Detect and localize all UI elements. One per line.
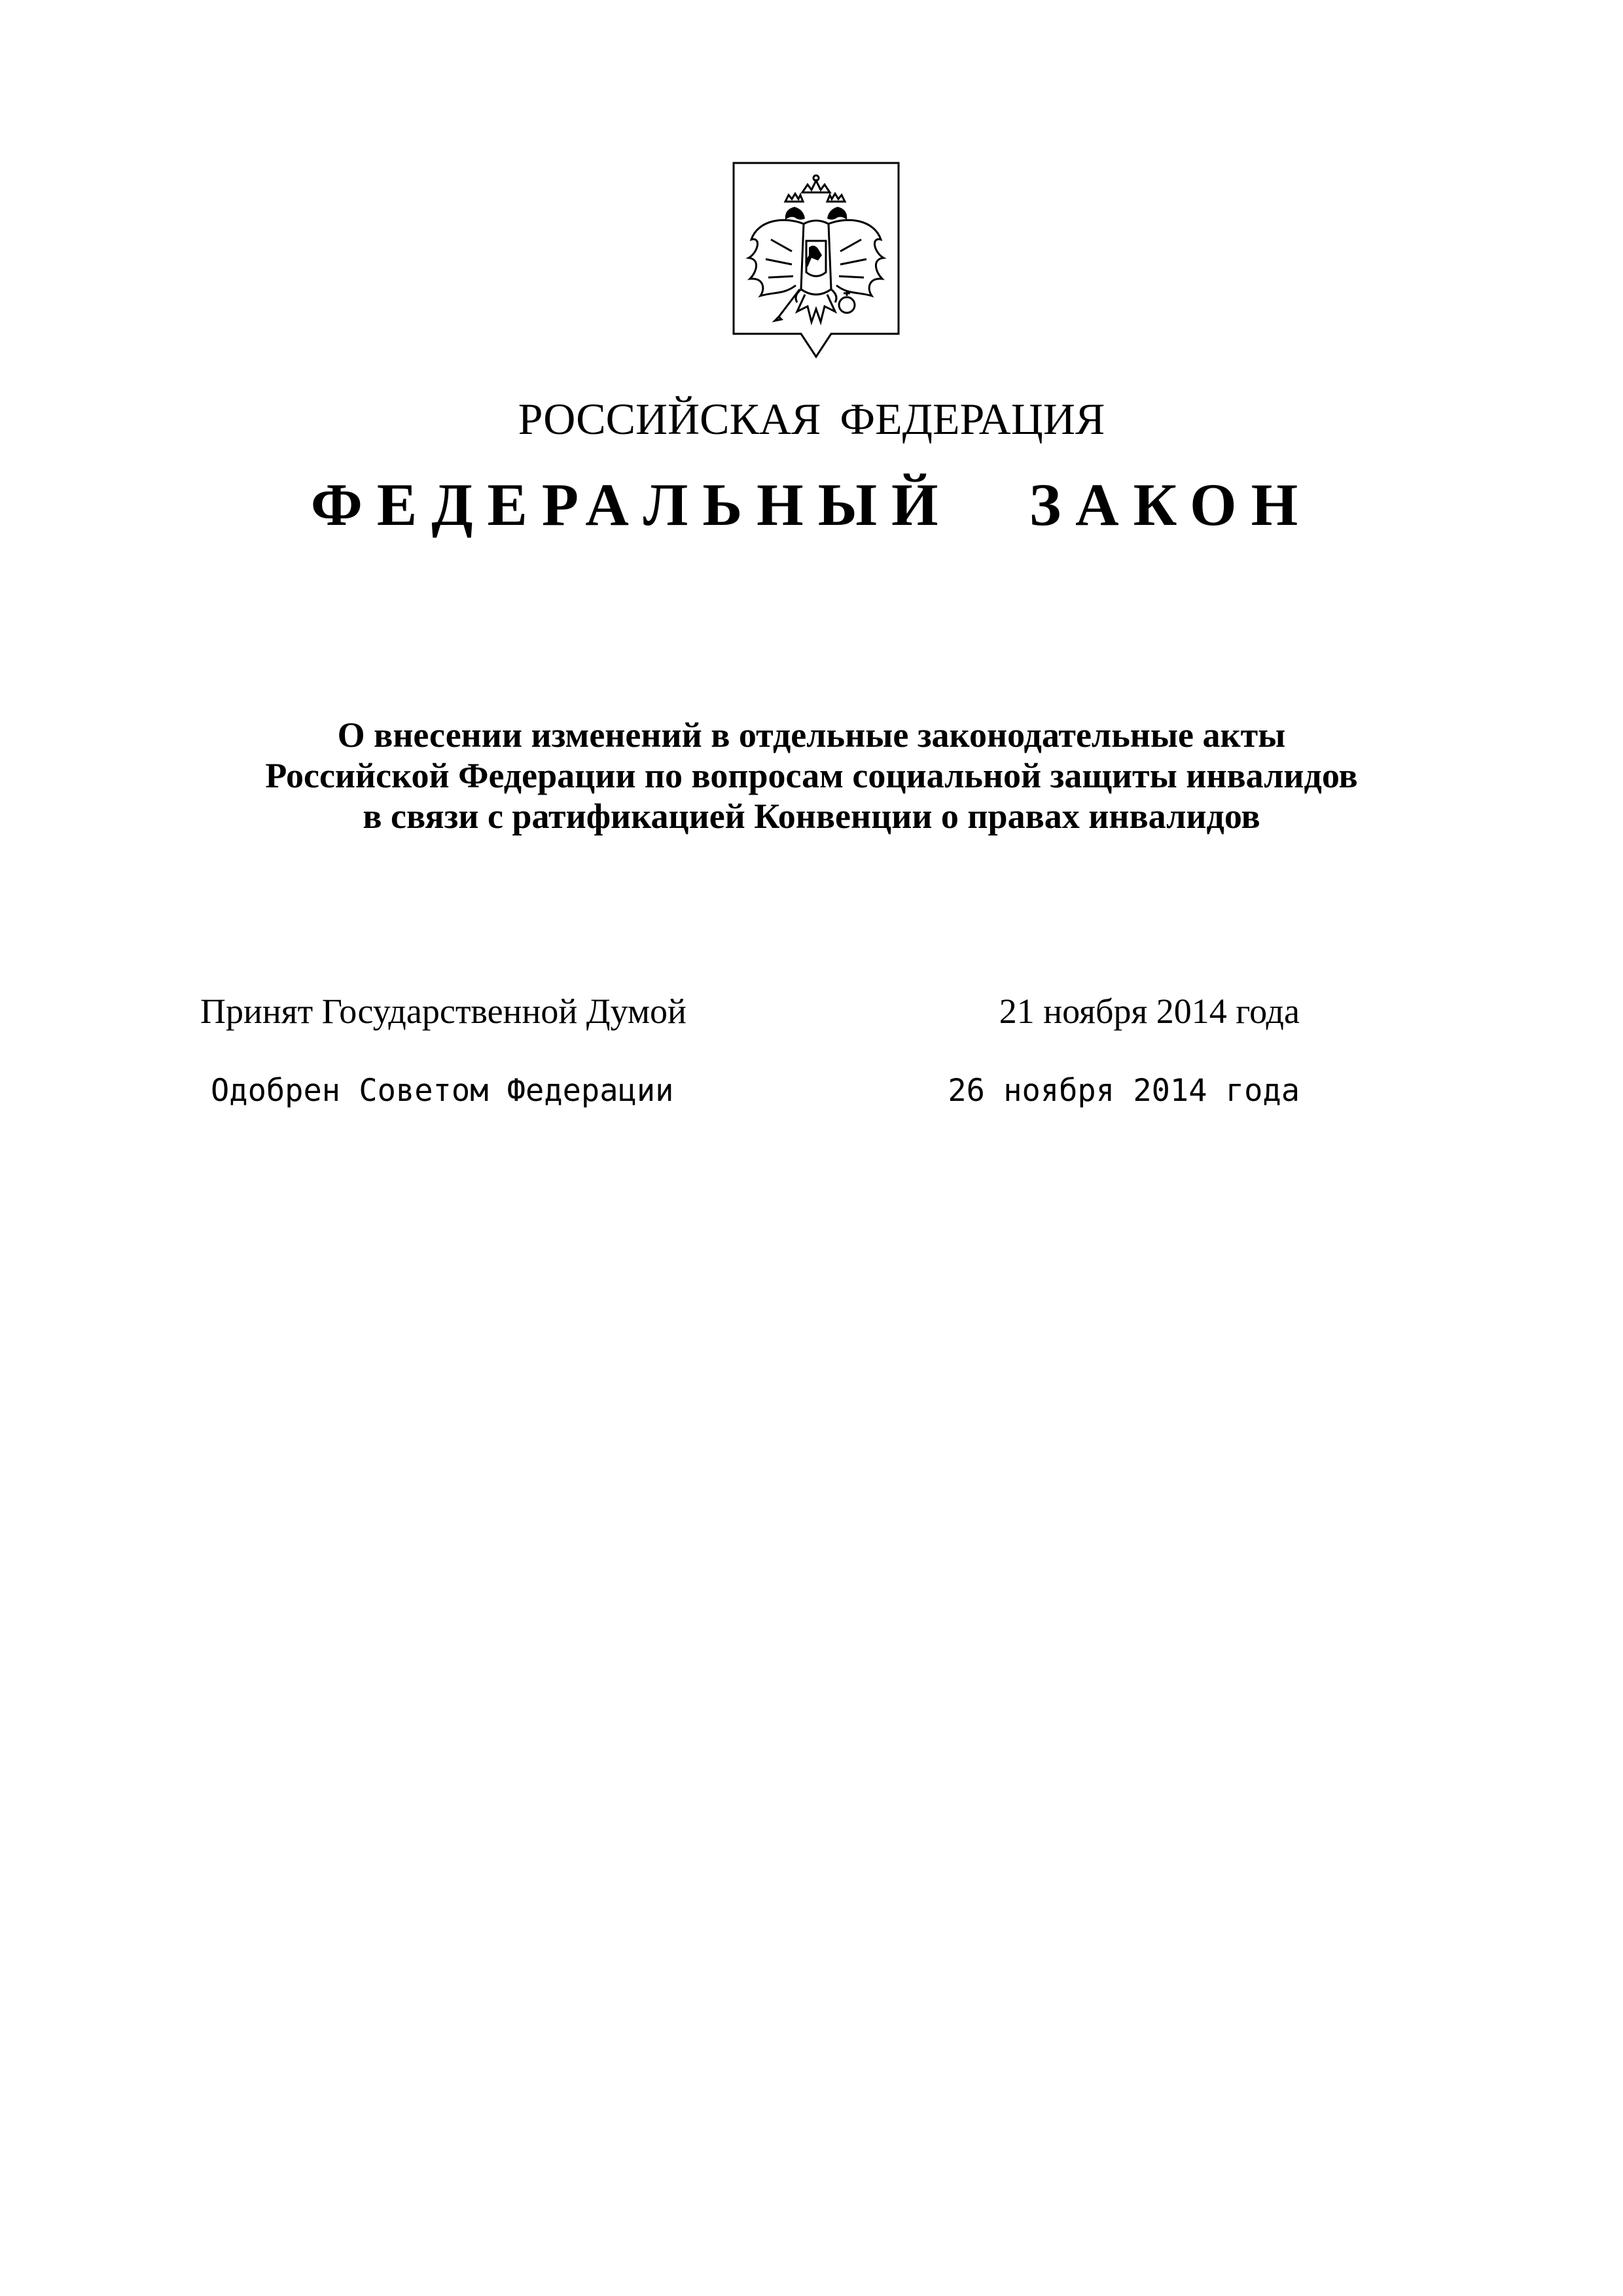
adopted-by-duma-label: Принят Государственной Думой xyxy=(200,992,687,1031)
country-name: РОССИЙСКАЯ ФЕДЕРАЦИЯ xyxy=(518,394,1105,444)
law-title xyxy=(0,715,1623,836)
adopted-by-duma-date: 21 ноября 2014 года xyxy=(999,992,1300,1031)
adopted-by-duma-row xyxy=(0,988,1623,1034)
law-title-line: Российской Федерации по вопросам социальной защиты инвалидов xyxy=(265,756,1358,795)
law-title-line: О внесении изменений в отдельные законодательные акты xyxy=(337,715,1286,755)
law-title-line: в связи с ратификацией Конвенции о правах инвалидов xyxy=(363,797,1260,836)
approved-by-council-date: 26 ноября 2014 года xyxy=(948,1073,1300,1109)
approved-by-council-row xyxy=(0,1068,1623,1114)
russian-coat-of-arms-icon xyxy=(732,161,901,359)
approved-by-council-label: Одобрен Советом Федерации xyxy=(211,1073,674,1109)
document-type-heading: ФЕДЕРАЛЬНЫЙ ЗАКОН xyxy=(310,471,1313,538)
